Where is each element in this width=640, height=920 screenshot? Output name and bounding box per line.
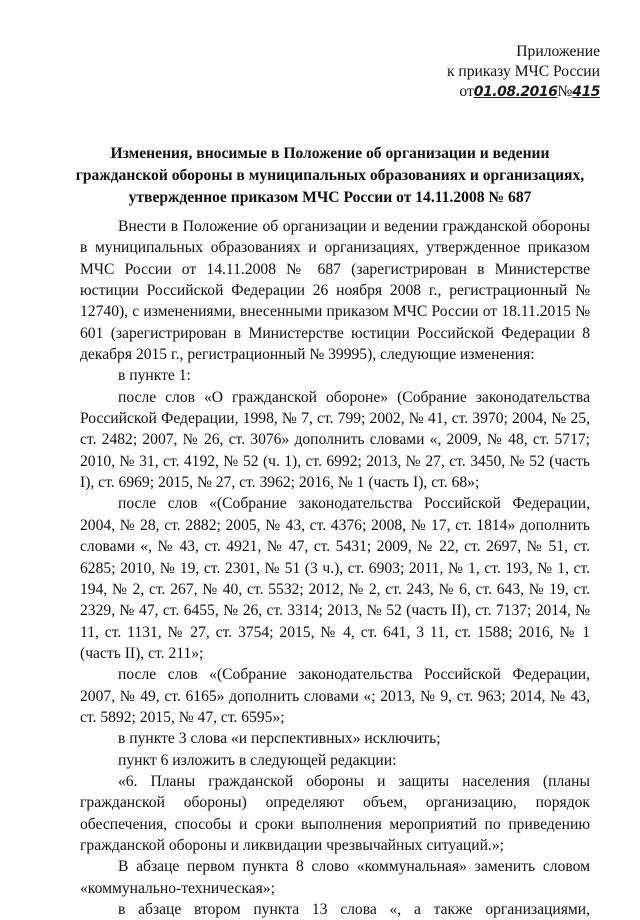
- paragraph-intro: Внести в Положение об организации и ведении гражданской обороны в муниципальных образованиях и организациях, утвержденное приказом МЧС России от 14.11.2008 № 687 (зарегистрирован в Министерстве юстиции Российской Федерации 26 ноября 2008 г., регистрационный № 12740), с изменениями, внесенными приказом МЧС России от 18.11.2015 № 601 (зарегистрирован в Министерстве юстиции Российской Федерации 8 декабря 2015 г., регистрационный № 39995), следующие изменения:: [80, 218, 590, 364]
- date-prefix: от: [459, 83, 474, 100]
- order-reference: к приказу МЧС России: [446, 63, 600, 80]
- document-body: [80, 216, 590, 920]
- paragraph-item3: в пункте 3 слова «и перспективных» исключить;: [118, 730, 441, 748]
- handwritten-number: 415: [572, 84, 600, 100]
- paragraph-collection-2004: после слов «(Собрание законодательства Российской Федерации, 2004, № 28, ст. 2882; 2005, № 43, ст. 4376; 2008, № 17, ст. 1814» дополнить словами «, № 43, ст. 4921, № 47, ст. 5431; 2009, № 22, ст. 2697, № 51, ст. 6285; 2010, № 19, ст. 2301, № 51 (3 ч.), ст. 6903; 2011, № 1, ст. 193, № 1, ст. 194, № 2, ст. 267, № 40, ст. 5532; 2012, № 2, ст. 243, № 6, ст. 643, № 19, ст. 2329, № 47, ст. 6455, № 26, ст. 3314; 2013, № 52 (часть II), ст. 7137; 2014, № 11, ст. 1131, № 27, ст. 3754; 2015, № 4, ст. 641, 3 11, ст. 1588; 2016, № 1 (часть II), ст. 211»;: [80, 495, 590, 662]
- paragraph-item6-text: «6. Планы гражданской обороны и защиты населения (планы гражданской обороны) определяют объем, организацию, порядок обеспечения, способы и сроки выполнения мероприятий по приведению гражданской обороны и ликвидации чрезвычайных ситуаций.»;: [80, 772, 590, 854]
- appendix-label: Приложение: [516, 43, 600, 60]
- order-date-line: [430, 82, 600, 102]
- paragraph-item1-heading: в пункте 1:: [118, 367, 191, 385]
- paragraph-item6-heading: пункт 6 изложить в следующей редакции:: [118, 751, 397, 769]
- handwritten-date: 01.08.2016: [473, 84, 558, 100]
- paragraph-civil-defense-law: после слов «О гражданской обороне» (Собрание законодательства Российской Федерации, 1998, № 7, ст. 799; 2002, № 41, ст. 3970; 2004, № 25, ст. 2482; 2007, № 26, ст. 3076» дополнить словами «, 2009, № 48, ст. 5717; 2010, № 31, ст. 4192, № 52 (ч. 1), ст. 6992; 2013, № 27, ст. 3450, № 52 (часть I), ст. 6969; 2015, № 27, ст. 3962; 2016, № 1 (часть I), ст. 68»;: [80, 388, 590, 492]
- paragraph-item13: в абзаце втором пункта 13 слова «, а также организациями,: [118, 901, 590, 918]
- appendix-header: [430, 42, 600, 102]
- paragraph-item8: В абзаце первом пункта 8 слово «коммунальная» заменить словом «коммунально-техническая»;: [80, 858, 590, 897]
- number-sign: №: [557, 83, 573, 100]
- document-title: Изменения, вносимые в Положение об организации и ведении гражданской обороны в муниципальных образованиях и организациях, утвержденное приказом МЧС России от 14.11.2008 № 687: [75, 145, 585, 206]
- paragraph-collection-2007: после слов «(Собрание законодательства Российской Федерации, 2007, № 49, ст. 6165» дополнить словами «; 2013, № 9, ст. 963; 2014, № 43, ст. 5892; 2015, № 47, ст. 6595»;: [80, 666, 590, 726]
